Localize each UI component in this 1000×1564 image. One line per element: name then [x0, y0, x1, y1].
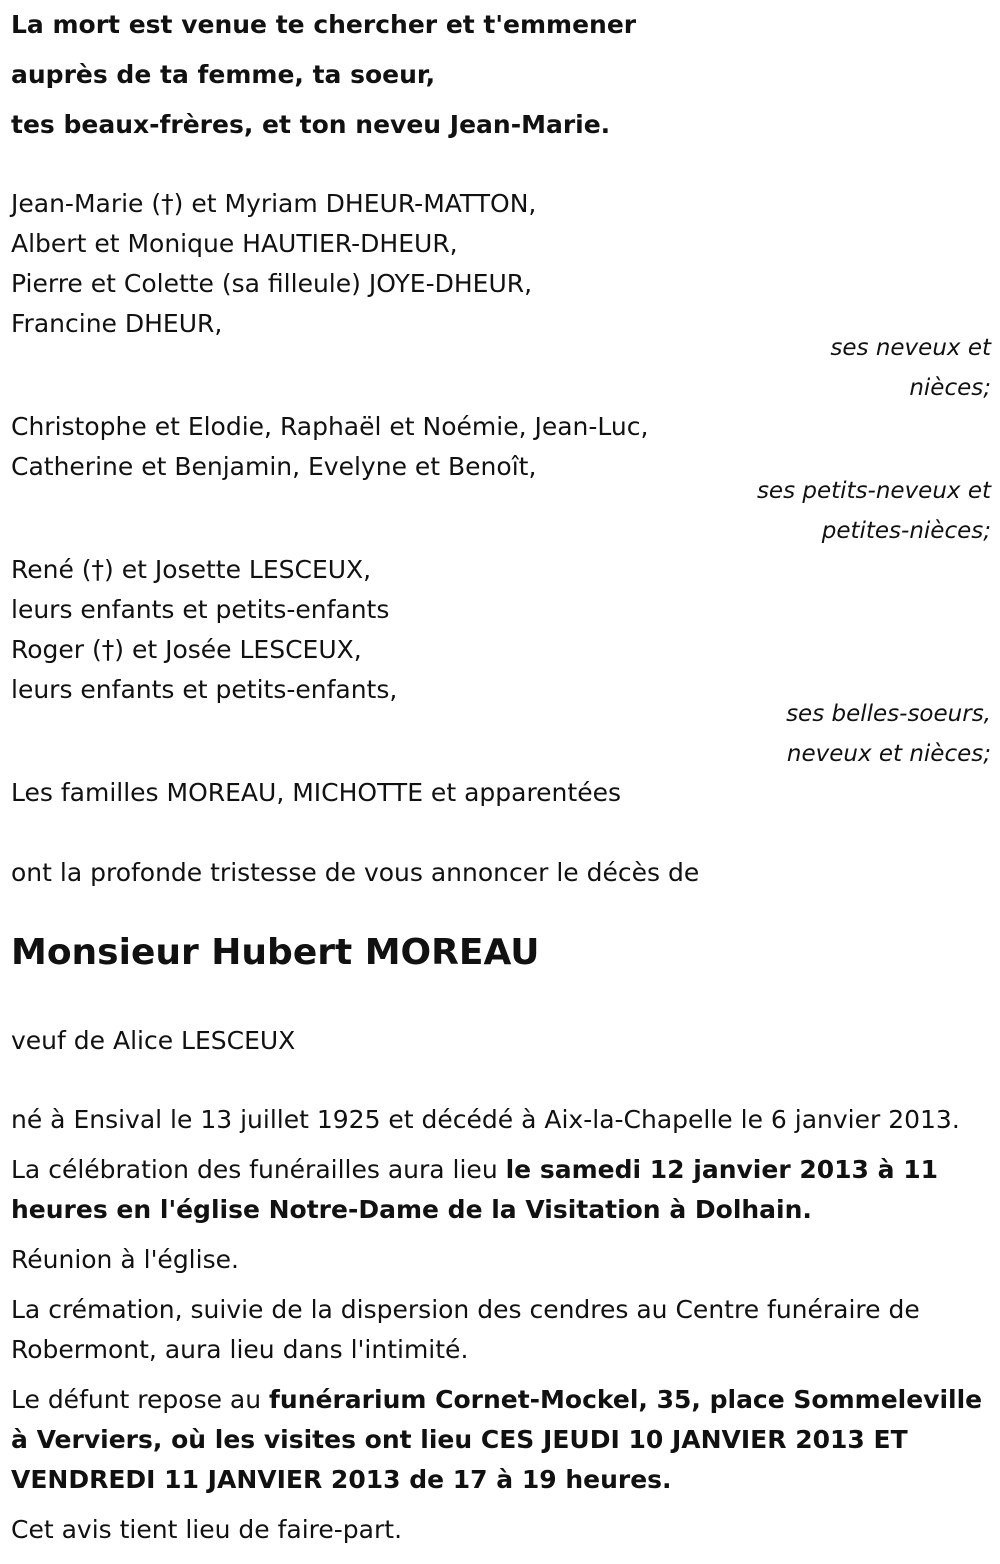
intro-line-1: La mort est venue te chercher et t'emmener — [11, 10, 637, 39]
meeting-line: Réunion à l'église. — [11, 1245, 239, 1274]
nephews-line-1: Jean-Marie (†) et Myriam DHEUR-MATTON, — [11, 189, 537, 218]
cremation-line-2: Robermont, aura lieu dans l'intimité. — [11, 1335, 469, 1364]
reposal-line-1 — [11, 1383, 982, 1417]
birth-death-line: né à Ensival le 13 juillet 1925 et décédé à Aix-la-Chapelle le 6 janvier 2013. — [11, 1105, 960, 1134]
nephews-line-2: Albert et Monique HAUTIER-DHEUR, — [11, 229, 458, 258]
funeral-line-1 — [11, 1153, 938, 1187]
nephews-line-3: Pierre et Colette (sa filleule) JOYE-DHEUR, — [11, 269, 533, 298]
funeral-line-2: heures en l'église Notre-Dame de la Visitation à Dolhain. — [11, 1195, 812, 1224]
families-line: Les familles MOREAU, MICHOTTE et apparentées — [11, 778, 621, 807]
grandnephews-role-line-1: ses petits-neveux et — [756, 478, 991, 504]
announcement-line: ont la profonde tristesse de vous annoncer le décès de — [11, 858, 700, 887]
sisters-in-law-line-2: leurs enfants et petits-enfants — [11, 595, 390, 624]
nephews-role-line-2: nièces; — [909, 375, 991, 401]
widower-line: veuf de Alice LESCEUX — [11, 1026, 296, 1055]
nephews-role-line-1: ses neveux et — [830, 335, 991, 361]
sisters-in-law-role-line-2: neveux et nièces; — [786, 741, 991, 767]
intro-line-3: tes beaux-frères, et ton neveu Jean-Marie. — [11, 110, 611, 139]
nephews-line-4: Francine DHEUR, — [11, 309, 223, 338]
intro-line-2: auprès de ta femme, ta soeur, — [11, 60, 436, 89]
obituary-notice — [11, 0, 991, 1564]
deceased-name: Monsieur Hubert MOREAU — [11, 932, 540, 973]
grandnephews-line-2: Catherine et Benjamin, Evelyne et Benoît, — [11, 452, 537, 481]
grandnephews-line-1: Christophe et Elodie, Raphaël et Noémie, Jean-Luc, — [11, 412, 649, 441]
closing-line: Cet avis tient lieu de faire-part. — [11, 1515, 403, 1544]
reposal-location: funérarium Cornet-Mockel, 35, place Sommeleville — [269, 1385, 983, 1414]
cremation-line-1: La crémation, suivie de la dispersion des cendres au Centre funéraire de — [11, 1295, 920, 1324]
sisters-in-law-line-1: René (†) et Josette LESCEUX, — [11, 555, 372, 584]
funeral-date: le samedi 12 janvier 2013 à 11 — [505, 1155, 938, 1184]
reposal-line-3: VENDREDI 11 JANVIER 2013 de 17 à 19 heures. — [11, 1465, 672, 1494]
sisters-in-law-line-3: Roger (†) et Josée LESCEUX, — [11, 635, 362, 664]
reposal-line-2: à Verviers, où les visites ont lieu CES JEUDI 10 JANVIER 2013 ET — [11, 1425, 908, 1454]
sisters-in-law-line-4: leurs enfants et petits-enfants, — [11, 675, 398, 704]
grandnephews-role-line-2: petites-nièces; — [821, 518, 991, 544]
funeral-prefix: La célébration des funérailles aura lieu — [11, 1155, 506, 1184]
sisters-in-law-role-line-1: ses belles-soeurs, — [786, 701, 991, 727]
reposal-prefix: Le défunt repose au — [11, 1385, 270, 1414]
